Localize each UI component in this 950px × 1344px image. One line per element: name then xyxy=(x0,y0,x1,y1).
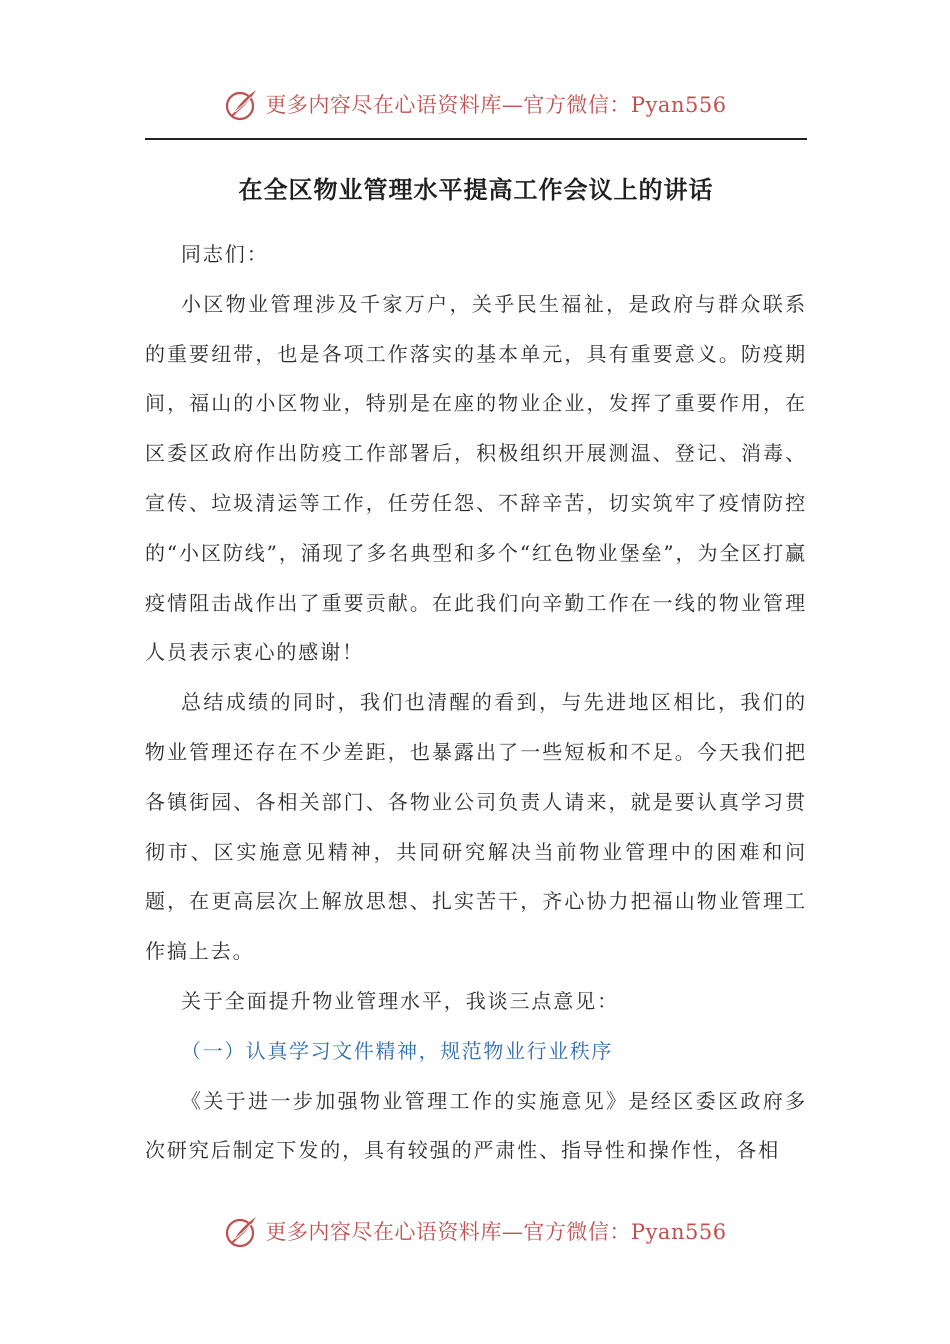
paragraph: 《关于进一步加强物业管理工作的实施意见》是经区委区政府多次研究后制定下发的，具有较强的严肃性、指导性和操作性，各相 xyxy=(145,1088,807,1163)
header-divider xyxy=(145,138,807,140)
paragraph: 总结成绩的同时，我们也清醒的看到，与先进地区相比，我们的物业管理还存在不少差距，也暴露出了一些短板和不足。今天我们把各镇街园、各相关部门、各物业公司负责人请来，就是要认真学习贯彻市、区实施意见精神，共同研究解决当前物业管理中的困难和问题，在更高层次上解放思想、扎实苦干，齐心协力把福山物业管理工作搞上去。 xyxy=(145,690,807,964)
paragraph: 小区物业管理涉及千家万户，关乎民生福祉，是政府与群众联系的重要纽带，也是各项工作落实的基本单元，具有重要意义。防疫期间，福山的小区物业，特别是在座的物业企业，发挥了重要作用，在区委区政府作出防疫工作部署后，积极组织开展测温、登记、消毒、宣传、垃圾清运等工作，任劳任怨、不辞辛苦，切实筑牢了疫情防控的“小区防线”，涌现了多名典型和多个“红色物业堡垒”，为全区打赢疫情阻击战作出了重要贡献。在此我们向辛勤工作在一线的物业管理人员表示衷心的感谢！ xyxy=(145,291,807,665)
document-body xyxy=(145,230,807,1176)
paragraph: 关于全面提升物业管理水平，我谈三点意见： xyxy=(181,988,619,1013)
quill-pen-icon xyxy=(223,1212,261,1250)
document-title: 在全区物业管理水平提高工作会议上的讲话 xyxy=(238,176,714,204)
header-watermark xyxy=(0,84,950,124)
section-heading: （一）认真学习文件精神，规范物业行业秩序 xyxy=(181,1038,613,1063)
watermark-text: 更多内容尽在心语资料库—官方微信：Pyan556 xyxy=(265,93,727,117)
watermark-text: 更多内容尽在心语资料库—官方微信：Pyan556 xyxy=(265,1220,727,1244)
salutation: 同志们： xyxy=(181,242,269,266)
quill-pen-icon xyxy=(223,85,261,123)
footer-watermark xyxy=(0,1211,950,1251)
